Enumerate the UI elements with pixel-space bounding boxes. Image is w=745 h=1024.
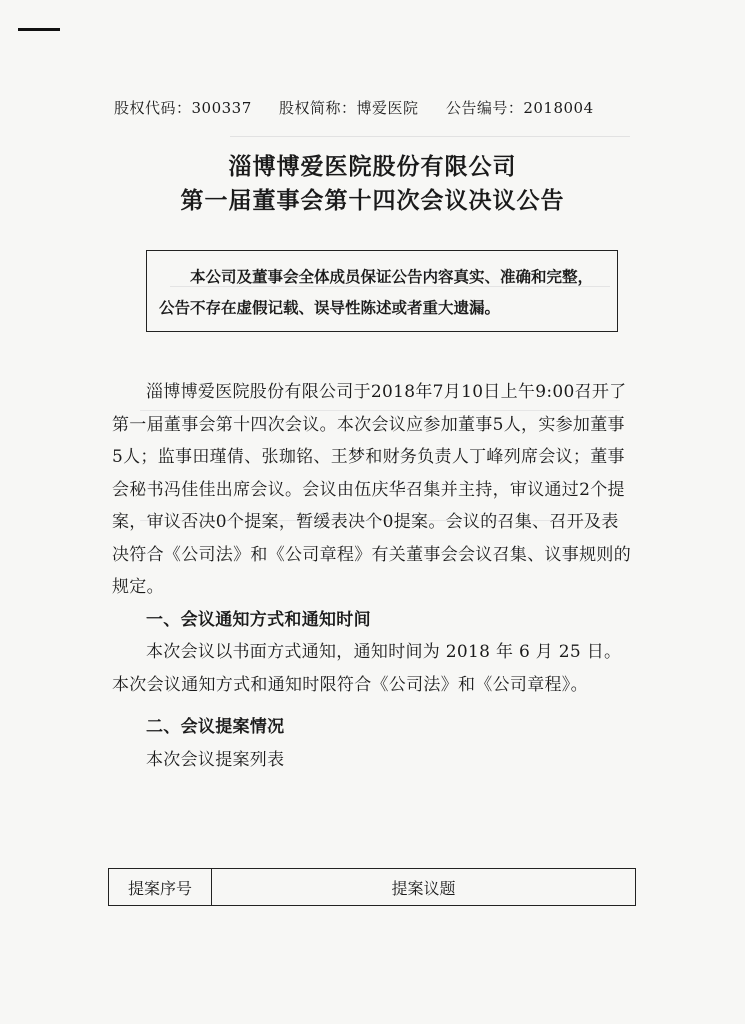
proposal-table <box>108 868 636 906</box>
disclaimer-line-2: 公告不存在虚假记载、误导性陈述或者重大遗漏。 <box>159 298 501 317</box>
table-header-proposal-number: 提案序号 <box>109 869 212 905</box>
section-heading-notice-method: 一、会议通知方式和通知时间 <box>146 609 371 630</box>
corner-mark <box>18 28 60 31</box>
title-notice: 第一届董事会第十四次会议决议公告 <box>180 187 565 214</box>
notice-method-paragraph: 本次会议以书面方式通知，通知时间为 2018 年 6 月 25 日。本次会议通知方式和通知时限符合《公司法》和《公司章程》。 <box>112 642 622 695</box>
document-body <box>112 376 632 776</box>
disclaimer-box <box>146 250 618 332</box>
notice-number: 公告编号：2018004 <box>445 99 594 117</box>
meeting-summary-paragraph: 淄博博爱医院股份有限公司于2018年7月10日上午9:00召开了第一届董事会第十四次会议。本次会议应参加董事5人，实参加董事5人；监事田瑾倩、张珈铭、王梦和财务负责人丁峰列席会议；董事会秘书冯佳佳出席会议。会议由伍庆华召集并主持，审议通过2个提案，审议否决0个提案，暂缓表决个0提案。会议的召集、召开及表决符合《公司法》和《公司章程》有关董事会会议召集、议事规则的规定。 <box>112 382 631 597</box>
stock-code: 股权代码：300337 <box>114 99 252 117</box>
section-heading-proposals: 二、会议提案情况 <box>146 717 285 737</box>
stock-abbreviation: 股权简称：博爱医院 <box>279 99 419 117</box>
title-company: 淄博博爱医院股份有限公司 <box>228 153 517 180</box>
proposal-list-caption: 本次会议提案列表 <box>146 749 285 770</box>
table-header-proposal-topic: 提案议题 <box>391 878 456 898</box>
disclaimer-line-1: 本公司及董事会全体成员保证公告内容真实、准确和完整， <box>190 267 594 286</box>
stock-info-line <box>114 97 654 118</box>
